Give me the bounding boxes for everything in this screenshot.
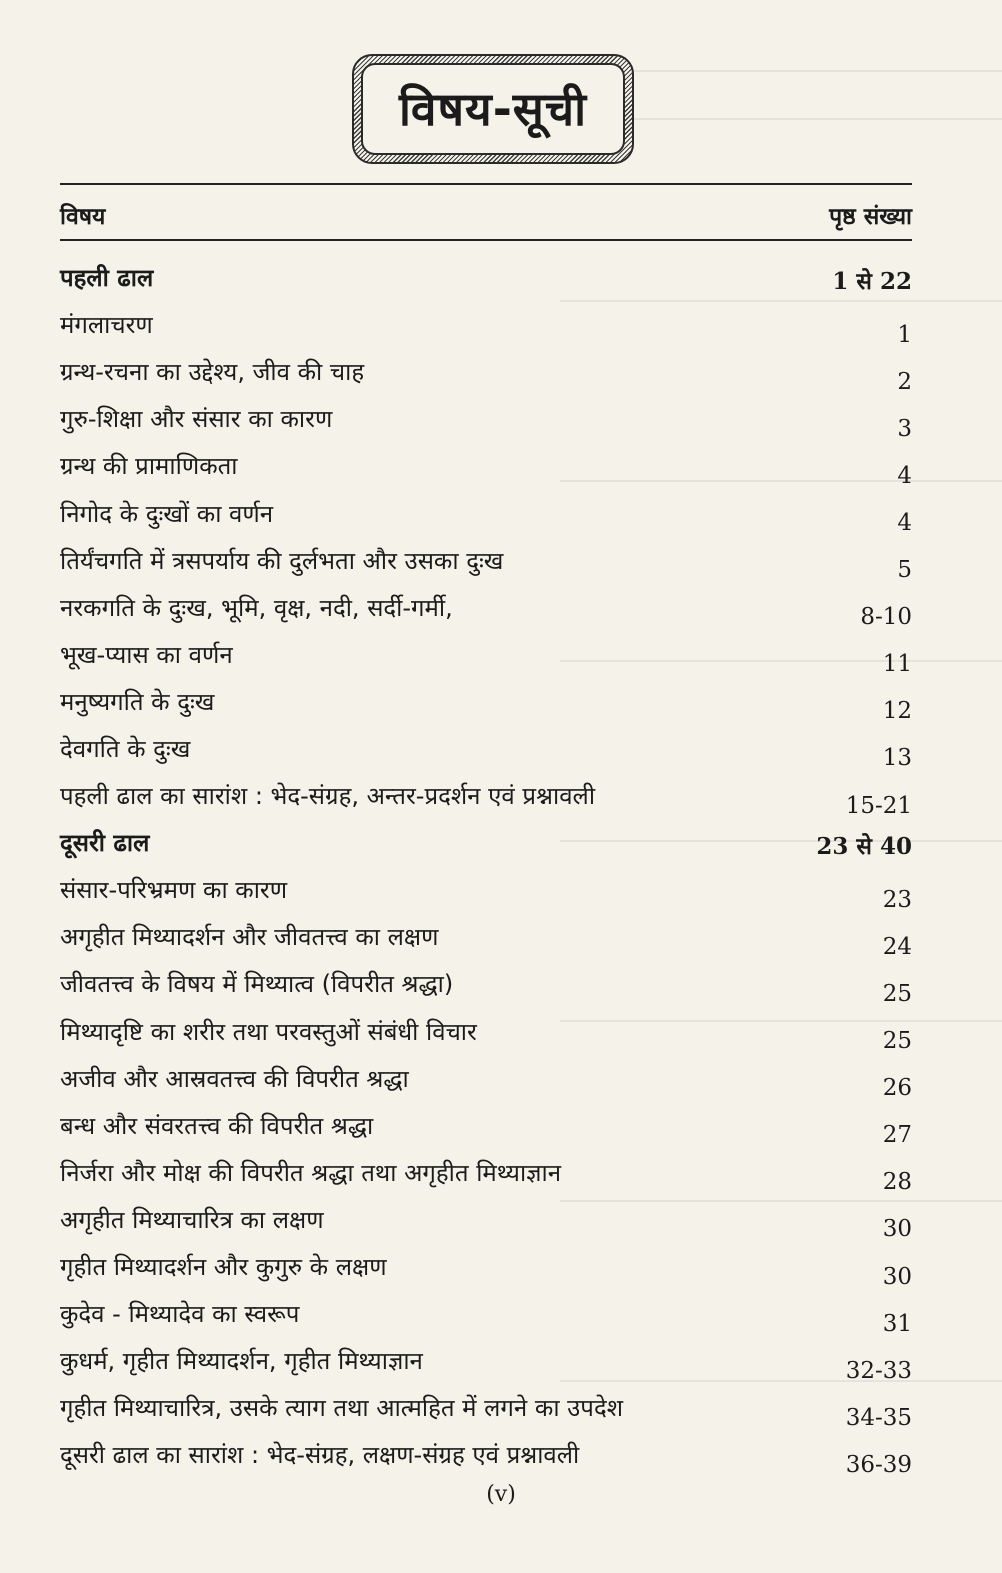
entry-page-number: 32-33: [845, 1357, 912, 1384]
entry-title: मनुष्यगति के दुःख: [60, 687, 215, 716]
entry-page-number: 4: [897, 462, 912, 489]
entry-page-number: 12: [882, 698, 912, 725]
entry-title: अगृहीत मिथ्यादर्शन और जीवतत्त्व का लक्षण: [60, 923, 439, 952]
entry-title: निगोद के दुःखों का वर्णन: [60, 499, 274, 528]
toc-row: [60, 772, 912, 819]
section-row: [60, 819, 912, 866]
toc-row: [60, 960, 912, 1007]
toc-row: [60, 1008, 912, 1055]
entry-page-number: 3: [897, 415, 912, 442]
section-row: [60, 254, 912, 301]
entry-title: संसार-परिभ्रमण का कारण: [60, 876, 288, 905]
toc-row: [60, 1243, 912, 1290]
entry-title: भूख-प्यास का वर्णन: [60, 640, 233, 669]
entry-title: ग्रन्थ-रचना का उद्देश्य, जीव की चाह: [60, 358, 365, 387]
entry-title: कुधर्म, गृहीत मिथ्यादर्शन, गृहीत मिथ्याज्ञान: [60, 1347, 423, 1376]
entry-title: गृहीत मिथ्यादर्शन और कुगुरु के लक्षण: [60, 1253, 387, 1282]
toc-row: [60, 631, 912, 678]
toc-row: [60, 1431, 912, 1478]
toc-row: [60, 584, 912, 631]
entry-page-number: 13: [882, 745, 912, 772]
toc-row: [60, 1337, 912, 1384]
toc-row: [60, 537, 912, 584]
entry-title: गृहीत मिथ्याचारित्र, उसके त्याग तथा आत्महित में लगने का उपदेश: [60, 1394, 624, 1423]
entry-title: दूसरी ढाल का सारांश : भेद-संग्रह, लक्षण-संग्रह एवं प्रश्नावली: [60, 1441, 580, 1470]
entry-title: मिथ्यादृष्टि का शरीर तथा परवस्तुओं संबंधी विचार: [60, 1017, 477, 1046]
entry-page-number: 11: [882, 651, 912, 678]
toc-row: [60, 1384, 912, 1431]
entry-title: जीवतत्त्व के विषय में मिथ्यात्व (विपरीत श्रद्धा): [60, 970, 454, 999]
entry-title: गुरु-शिक्षा और संसार का कारण: [60, 405, 333, 434]
toc-row: [60, 1055, 912, 1102]
toc-row: [60, 866, 912, 913]
subject-column-label: विषय: [60, 204, 106, 230]
entry-page-number: 27: [882, 1122, 912, 1149]
entry-page-number: 30: [882, 1216, 912, 1243]
entry-page-number: 28: [882, 1169, 912, 1196]
section-page-range: 1 से 22: [832, 267, 912, 295]
toc-row: [60, 1196, 912, 1243]
entry-page-number: 23: [882, 886, 912, 913]
toc-row: [60, 1102, 912, 1149]
entry-page-number: 4: [897, 510, 912, 537]
entry-page-number: 1: [897, 321, 912, 348]
entry-title: अजीव और आस्रवतत्त्व की विपरीत श्रद्धा: [60, 1064, 409, 1093]
entry-page-number: 25: [882, 1028, 912, 1055]
entry-title: मंगलाचरण: [60, 311, 153, 340]
toc-row: [60, 348, 912, 395]
entry-title: बन्ध और संवरतत्त्व की विपरीत श्रद्धा: [60, 1111, 374, 1140]
title-frame: [352, 54, 634, 164]
top-rule: [60, 183, 912, 185]
toc-row: [60, 1290, 912, 1337]
section-page-range: 23 से 40: [816, 832, 912, 860]
entry-page-number: 15-21: [845, 792, 912, 819]
entry-page-number: 5: [897, 557, 912, 584]
entry-title: तिर्यंचगति में त्रसपर्याय की दुर्लभता और उसका दुःख: [60, 546, 504, 575]
title-inner-frame: [361, 63, 625, 155]
entry-page-number: 8-10: [860, 604, 912, 631]
toc-row: [60, 301, 912, 348]
page-column-label: पृष्ठ संख्या: [829, 204, 912, 230]
entry-title: कुदेव - मिथ्यादेव का स्वरूप: [60, 1300, 300, 1329]
column-header: [60, 195, 912, 231]
table-of-contents: [60, 254, 912, 1478]
toc-row: [60, 489, 912, 536]
entry-page-number: 30: [882, 1263, 912, 1290]
entry-page-number: 34-35: [845, 1404, 912, 1431]
entry-title: निर्जरा और मोक्ष की विपरीत श्रद्धा तथा अगृहीत मिथ्याज्ञान: [60, 1158, 562, 1187]
entry-title: पहली ढाल का सारांश : भेद-संग्रह, अन्तर-प्रदर्शन एवं प्रश्नावली: [60, 782, 596, 811]
entry-page-number: 31: [882, 1310, 912, 1337]
entry-page-number: 24: [882, 933, 912, 960]
entry-page-number: 2: [897, 368, 912, 395]
entry-title: अगृहीत मिथ्याचारित्र का लक्षण: [60, 1205, 324, 1234]
header-rule: [60, 239, 912, 241]
entry-title: देवगति के दुःख: [60, 734, 191, 763]
entry-title: नरकगति के दुःख, भूमि, वृक्ष, नदी, सर्दी-गर्मी,: [60, 593, 453, 622]
entry-page-number: 36-39: [845, 1451, 912, 1478]
toc-row: [60, 442, 912, 489]
section-title: पहली ढाल: [60, 264, 154, 293]
toc-row: [60, 913, 912, 960]
toc-row: [60, 395, 912, 442]
page-number: (v): [486, 1482, 516, 1507]
toc-row: [60, 725, 912, 772]
entry-page-number: 26: [882, 1075, 912, 1102]
section-title: दूसरी ढाल: [60, 829, 150, 858]
entry-title: ग्रन्थ की प्रामाणिकता: [60, 452, 238, 481]
toc-row: [60, 1149, 912, 1196]
entry-page-number: 25: [882, 980, 912, 1007]
toc-row: [60, 678, 912, 725]
page-title: विषय-सूची: [398, 82, 588, 136]
